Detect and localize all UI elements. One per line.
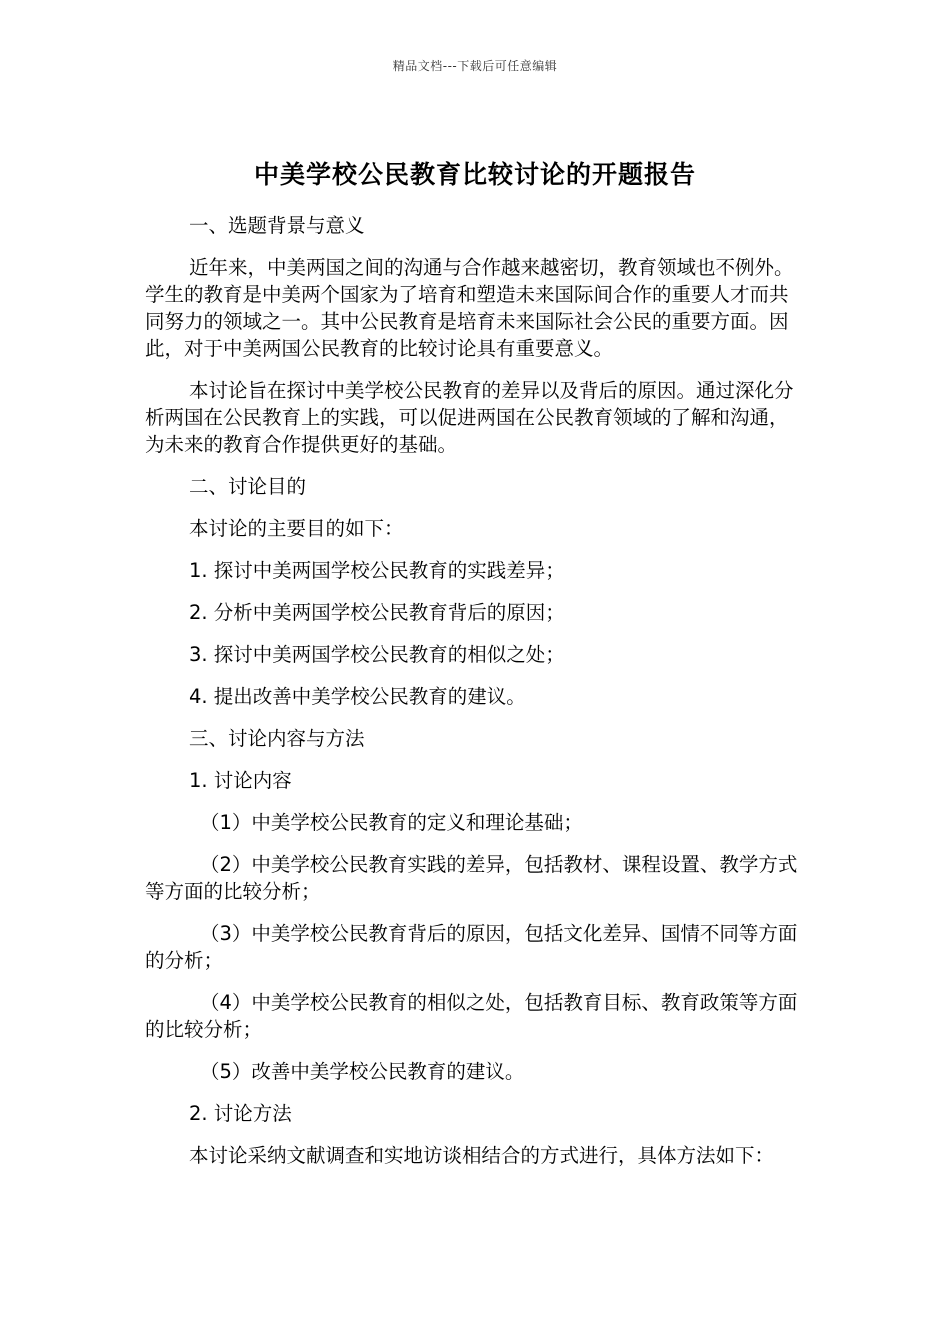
content-item-5: （5）改善中美学校公民教育的建议。 (200, 1060, 525, 1083)
paragraph-method: 本讨论采纳文献调查和实地访谈相结合的方式进行，具体方法如下： (189, 1144, 775, 1167)
list-item-purpose-1: 1. 探讨中美两国学校公民教育的实践差异； (189, 559, 565, 582)
document-header-note: 精品文档---下载后可任意编辑 (392, 59, 558, 73)
content-item-4: （4）中美学校公民教育的相似之处，包括教育目标、教育政策等方面的比较分析； (145, 991, 798, 1041)
subheading-method: 2. 讨论方法 (189, 1102, 292, 1125)
content-item-2: （2）中美学校公民教育实践的差异，包括教材、课程设置、教学方式等方面的比较分析； (145, 853, 798, 903)
section-heading-content-method: 三、讨论内容与方法 (189, 727, 365, 750)
paragraph-significance: 本讨论旨在探讨中美学校公民教育的差异以及背后的原因。通过深化分析两国在公民教育上的实践，可以促进两国在公民教育领域的了解和沟通，为未来的教育合作提供更好的基础。 (145, 379, 794, 456)
section-heading-purpose: 二、讨论目的 (189, 475, 307, 498)
subheading-content: 1. 讨论内容 (189, 769, 292, 792)
content-item-1: （1）中美学校公民教育的定义和理论基础； (200, 811, 583, 834)
paragraph-purpose-intro: 本讨论的主要目的如下： (189, 517, 404, 540)
list-item-purpose-2: 2. 分析中美两国学校公民教育背后的原因； (189, 601, 565, 624)
list-item-purpose-4: 4. 提出改善中美学校公民教育的建议。 (189, 685, 526, 708)
document-body (145, 212, 805, 1184)
paragraph-background: 近年来，中美两国之间的沟通与合作越来越密切，教育领域也不例外。学生的教育是中美两个国家为了培育和塑造未来国际间合作的重要人才而共同努力的领域之一。其中公民教育是培育未来国际社会公民的重要方面。因此，对于中美两国公民教育的比较讨论具有重要意义。 (145, 256, 794, 360)
section-heading-background: 一、选题背景与意义 (189, 214, 365, 237)
list-item-purpose-3: 3. 探讨中美两国学校公民教育的相似之处； (189, 643, 565, 666)
content-item-3: （3）中美学校公民教育背后的原因，包括文化差异、国情不同等方面的分析； (145, 922, 798, 972)
document-title: 中美学校公民教育比较讨论的开题报告 (253, 159, 696, 189)
